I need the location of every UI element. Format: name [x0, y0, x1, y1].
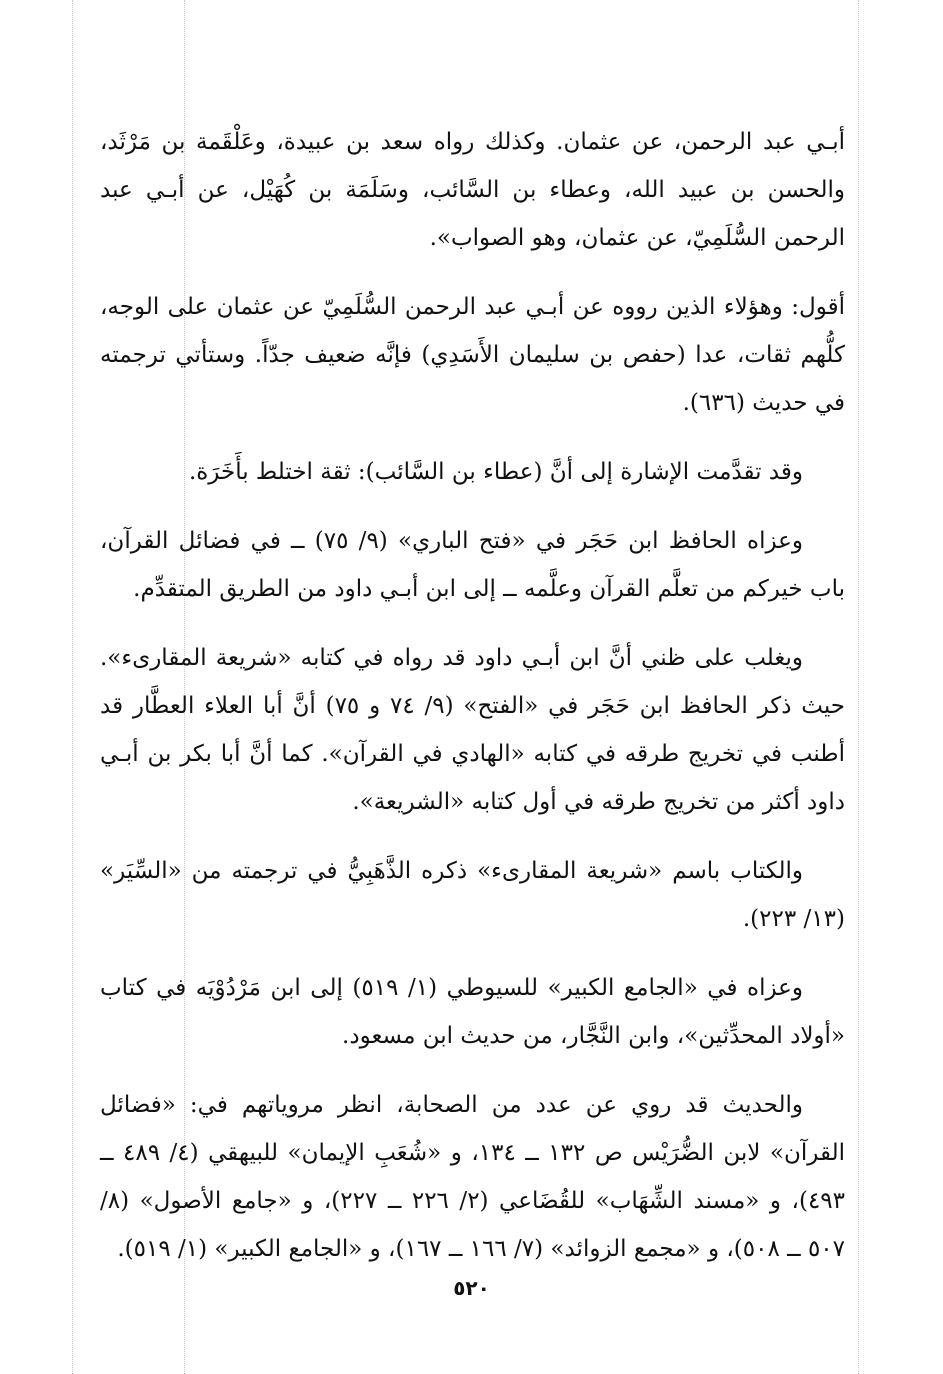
paragraph-8: والحديث قد روي عن عدد من الصحابة، انظر مروياتهم في: «فضائل القرآن» لابن الضُّرَيْس ص ١٣٢ ــ ١٣٤، و «شُعَبِ الإيمان» للبيهقي (٤/ ٤٨٩ ــ ٤٩٣)، و «مسند الشِّهَاب» للقُضَاعي (٢/ ٢٢٦ ــ ٢٢٧)، و «جامع الأصول» (٨/ ٥٠٧ ــ ٥٠٨)، و «مجمع الزوائد» (٧/ ١٦٦ ــ ١٦٧)، و «الجامع الكبير» (١/ ٥١٩).: [100, 1092, 845, 1262]
paragraph-5: ويغلب على ظني أنَّ ابن أبـي داود قد رواه في كتابه «شريعة المقارىء». حيث ذكر الحافظ ابن حَجَر في «الفتح» (٩/ ٧٤ و ٧٥) أنَّ أبا العلاء العطَّار قد أطنب في تخريج طرقه في كتابه «الهادي في القرآن». كما أنَّ أبا بكر بن أبـي داود أكثر من تخريج طرقه في أول كتابه «الشريعة».: [100, 645, 845, 815]
paragraph-1: أبـي عبد الرحمن، عن عثمان. وكذلك رواه سعد بن عبيدة، وعَلْقَمة بن مَرْثَد، والحسن بن عبيد الله، وعطاء بن السَّائب، وسَلَمَة بن كُهَيْل، عن أبـي عبد الرحمن السُّلَمِيّ، عن عثمان، وهو الصواب».: [100, 129, 845, 251]
scan-guide-line-left: [72, 0, 73, 1374]
scan-guide-line-right: [858, 0, 859, 1374]
paragraph-2: أقول: وهؤلاء الذين رووه عن أبـي عبد الرحمن السُّلَمِيّ عن عثمان على الوجه، كلُّهم ثقات، عدا (حفص بن سليمان الأَسَدِي) فإنَّه ضعيف جدّاً. وستأتي ترجمته في حديث (٦٣٦).: [100, 294, 845, 416]
paragraph-6: والكتاب باسم «شريعة المقارىء» ذكره الذَّهَبِيُّ في ترجمته من «السِّيَر» (١٣/ ٢٢٣).: [100, 858, 845, 932]
paragraph-4: وعزاه الحافظ ابن حَجَر في «فتح الباري» (٩/ ٧٥) ــ في فضائل القرآن، باب خيركم من تعلَّم القرآن وعلَّمه ــ إلى ابن أبـي داود من الطريق المتقدِّم.: [100, 528, 845, 602]
paragraph-7: وعزاه في «الجامع الكبير» للسيوطي (١/ ٥١٩) إلى ابن مَرْدُوْيَه في كتاب «أولاد المحدِّثين»، وابن النَّجَّار، من حديث ابن مسعود.: [100, 975, 845, 1049]
paragraph-3: وقد تقدَّمت الإشارة إلى أنَّ (عطاء بن السَّائب): ثقة اختلط بأَخَرَة.: [188, 459, 803, 485]
page-number: ٥٢٠: [453, 1276, 490, 1300]
page-body: [100, 118, 845, 1294]
